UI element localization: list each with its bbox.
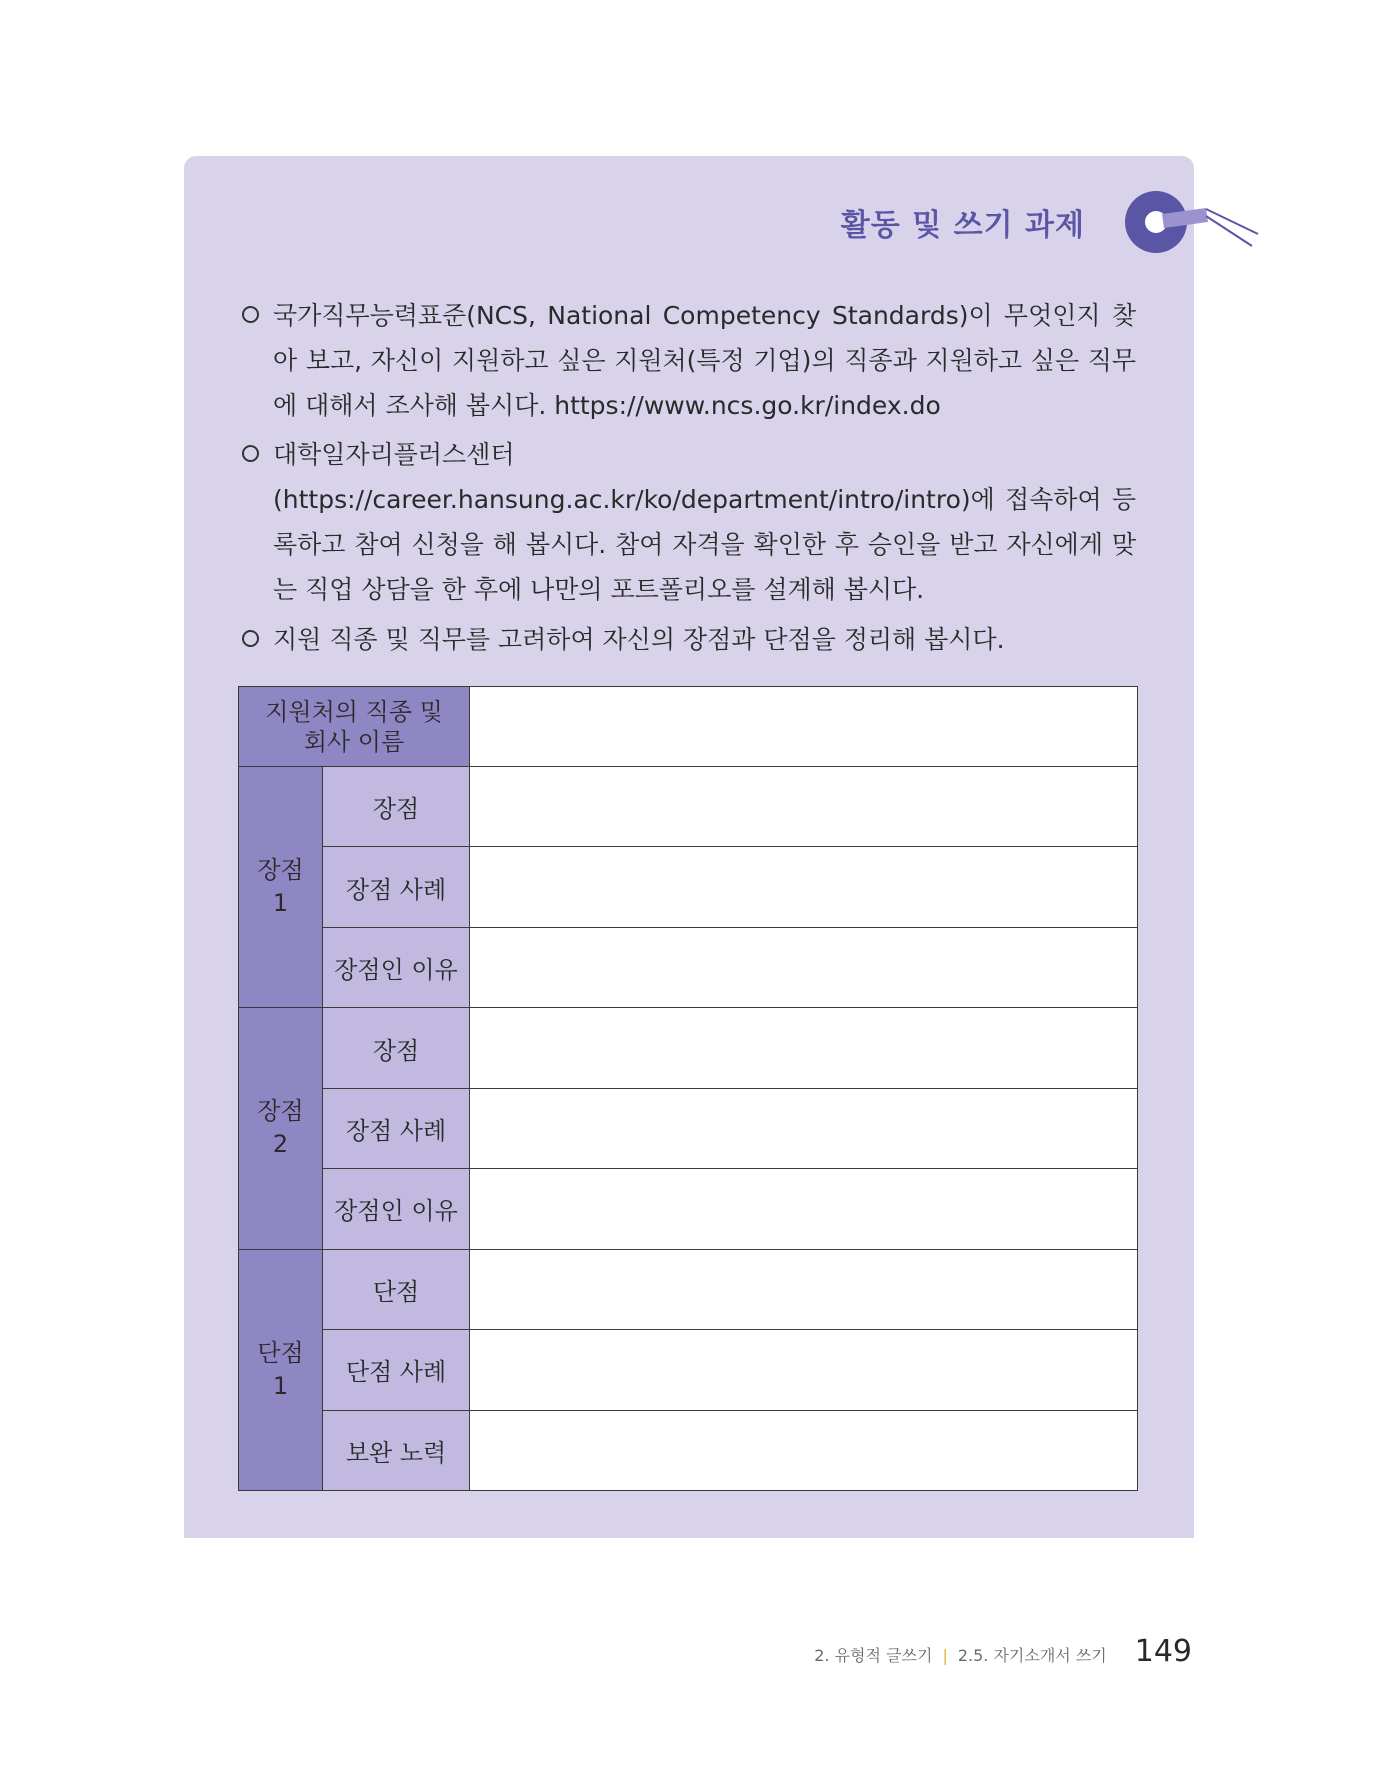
table-row — [239, 847, 1138, 927]
row-label-cell: 장점 사례 — [323, 1088, 470, 1168]
group-number: 1 — [272, 1371, 289, 1400]
section-heading: 활동 및 쓰기 과제 — [840, 208, 1085, 243]
task-text: 대학일자리플러스센터(https://career.hansung.ac.kr/ko/department/intro/intro)에 접속하여 등록하고 참여 신청을 해 봅시다. 참여 자격을 확인한 후 승인을 받고 자신에게 맞는 직업 상담을 한 후에 나만의 포트폴리오를 설계해 봅시다. — [273, 440, 1136, 604]
answer-cell[interactable] — [470, 1249, 1138, 1329]
group-label: 장점 — [257, 856, 304, 885]
answer-cell[interactable] — [470, 767, 1138, 847]
row-label-cell: 장점인 이유 — [323, 927, 470, 1007]
answer-cell[interactable] — [470, 1088, 1138, 1168]
table-row — [239, 767, 1138, 847]
row-label-cell: 장점 — [323, 1008, 470, 1088]
header-line: 지원처의 직종 및 — [265, 697, 443, 726]
answer-cell[interactable] — [470, 927, 1138, 1007]
answer-cell[interactable] — [470, 847, 1138, 927]
task-text: 국가직무능력표준(NCS, National Competency Standards)이 무엇인지 찾아 보고, 자신이 지원하고 싶은 지원처(특정 기업)의 직종과 지원하고 싶은 직무에 대해서 조사해 봅시다. https://www.ncs.go.kr/index.do — [273, 301, 1136, 420]
answer-cell[interactable] — [470, 1410, 1138, 1491]
group-number: 2 — [272, 1130, 289, 1159]
task-text: 지원 직종 및 직무를 고려하여 자신의 장점과 단점을 정리해 봅시다. — [273, 625, 1005, 654]
page-footer — [814, 1634, 1192, 1669]
circle-bullet-icon — [242, 445, 259, 462]
strengths-weaknesses-table — [238, 686, 1138, 1491]
circle-bullet-icon — [242, 306, 259, 323]
activity-panel — [184, 156, 1194, 1538]
task-bullet-1 — [242, 293, 1136, 428]
row-label-cell: 장점 — [323, 767, 470, 847]
company-header-cell — [239, 687, 470, 767]
answer-cell[interactable] — [470, 1008, 1138, 1088]
answer-cell[interactable] — [470, 1330, 1138, 1410]
footer-section: 2.5. 자기소개서 쓰기 — [957, 1646, 1107, 1665]
table-row — [239, 927, 1138, 1007]
answer-cell[interactable] — [470, 1169, 1138, 1249]
row-label-cell: 보완 노력 — [323, 1410, 470, 1491]
header-line: 회사 이름 — [303, 727, 405, 756]
table-row — [239, 1169, 1138, 1249]
task-bullet-3 — [242, 617, 1136, 662]
table-row — [239, 1249, 1138, 1329]
group-label-cell — [239, 1249, 323, 1490]
group-label-cell — [239, 1008, 323, 1249]
table-row — [239, 687, 1138, 767]
group-label: 단점 — [257, 1338, 304, 1367]
table-row — [239, 1088, 1138, 1168]
company-input-cell[interactable] — [470, 687, 1138, 767]
footer-separator: | — [942, 1646, 948, 1665]
group-number: 1 — [272, 889, 289, 918]
circle-bullet-icon — [242, 630, 259, 647]
table-row — [239, 1410, 1138, 1491]
row-label-cell: 단점 사례 — [323, 1330, 470, 1410]
row-label-cell: 장점 사례 — [323, 847, 470, 927]
task-bullet-2 — [242, 432, 1136, 612]
table-row — [239, 1330, 1138, 1410]
table-row — [239, 1008, 1138, 1088]
footer-chapter: 2. 유형적 글쓰기 — [814, 1646, 933, 1665]
page-number: 149 — [1134, 1634, 1192, 1669]
row-label-cell: 단점 — [323, 1249, 470, 1329]
group-label: 장점 — [257, 1097, 304, 1126]
bookmark-tag-icon — [1118, 184, 1268, 260]
row-label-cell: 장점인 이유 — [323, 1169, 470, 1249]
group-label-cell — [239, 767, 323, 1008]
